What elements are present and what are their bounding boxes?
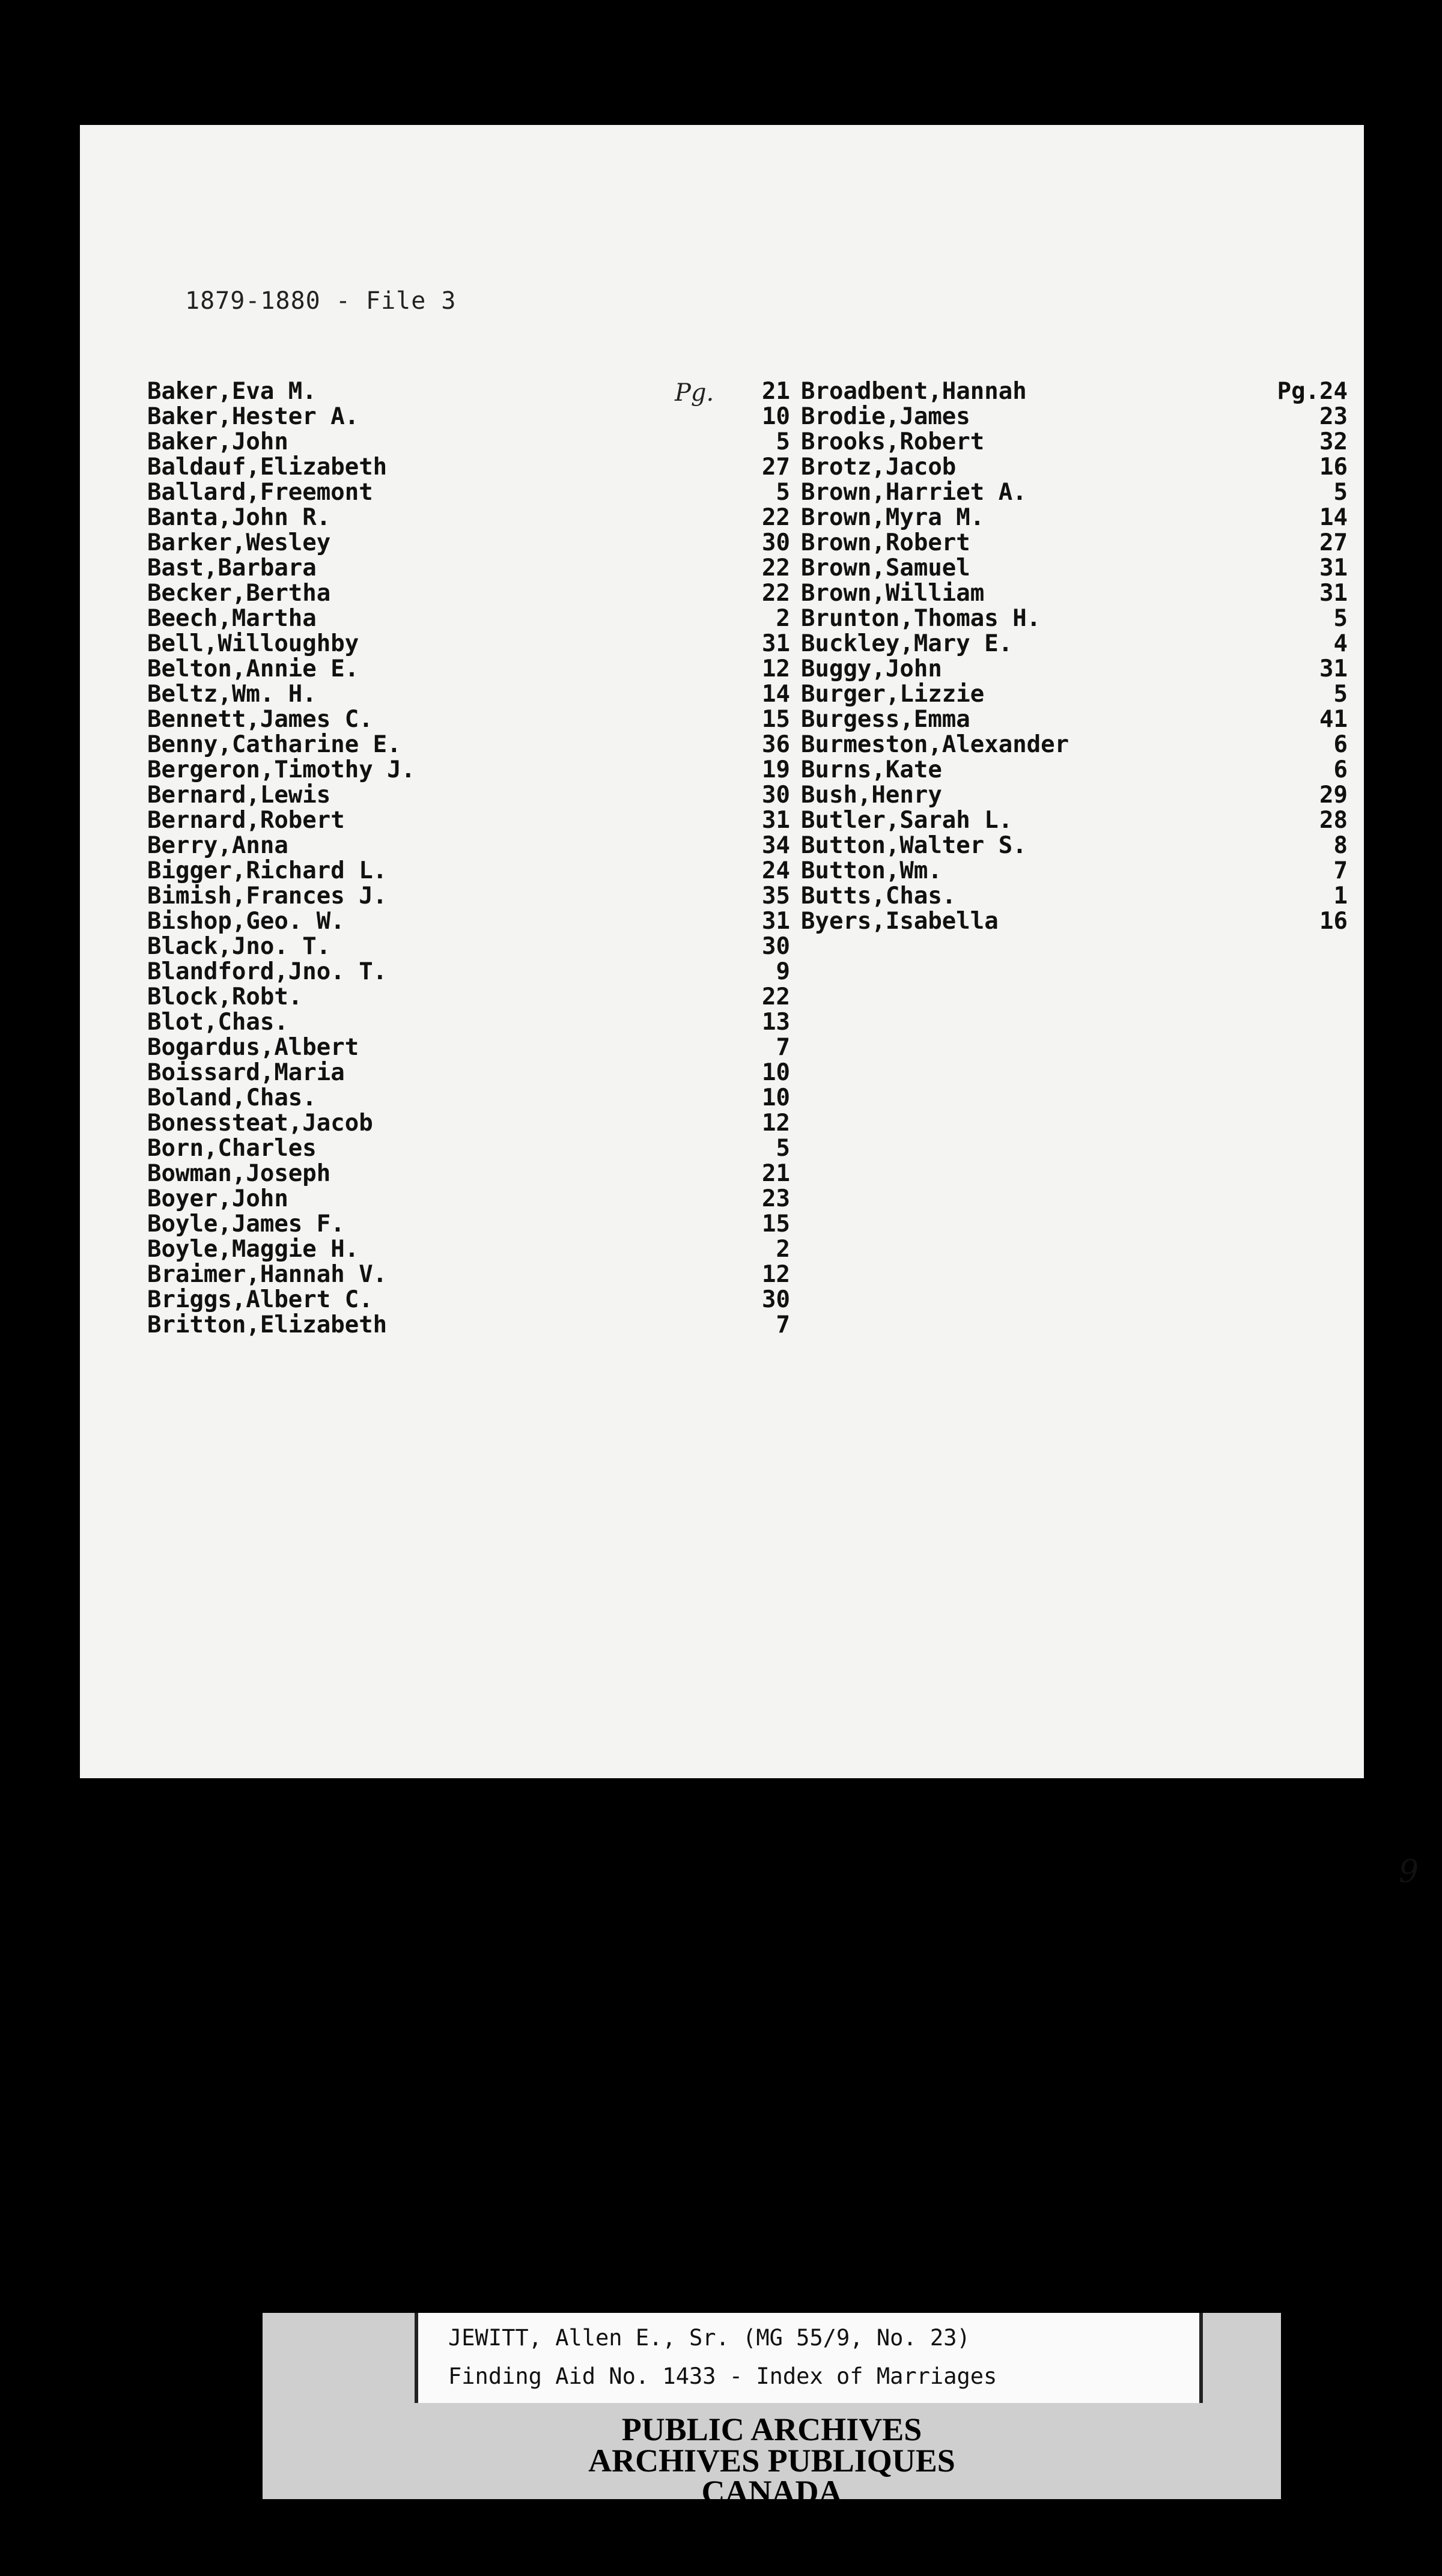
- entry-name: Beech,Martha: [147, 605, 317, 632]
- entry-name: Bogardus,Albert: [147, 1034, 359, 1061]
- entry-page: 36: [762, 731, 790, 758]
- entry-page: 1: [1333, 882, 1348, 910]
- entry-page: 22: [762, 983, 790, 1010]
- entry-name: Baker,Eva M.: [147, 378, 317, 405]
- entry-name: Bishop,Geo. W.: [147, 908, 345, 935]
- entry-page: 30: [762, 1286, 790, 1313]
- entry-name: Broadbent,Hannah: [801, 378, 1027, 405]
- index-entry: [801, 631, 1348, 657]
- right-index-column: [801, 379, 1348, 934]
- index-entry: [801, 657, 1348, 682]
- index-entry: [147, 959, 790, 985]
- entry-name: Benny,Catharine E.: [147, 731, 401, 758]
- archives-stamp: [263, 2403, 1281, 2510]
- entry-page: 8: [1333, 832, 1348, 859]
- entry-page: 13: [762, 1009, 790, 1036]
- entry-page: 10: [762, 1059, 790, 1086]
- entry-name: Boyle,James F.: [147, 1211, 345, 1238]
- entry-page: 12: [762, 1110, 790, 1137]
- entry-name: Banta,John R.: [147, 504, 331, 531]
- entry-name: Bast,Barbara: [147, 554, 317, 582]
- entry-name: Becker,Bertha: [147, 580, 331, 607]
- entry-name: Baldauf,Elizabeth: [147, 454, 388, 481]
- entry-page: 31: [1319, 655, 1348, 682]
- entry-name: Belton,Annie E.: [147, 655, 359, 682]
- index-entry: [801, 833, 1348, 858]
- entry-page: 31: [762, 630, 790, 657]
- entry-name: Brown,Samuel: [801, 554, 970, 582]
- file-header: 1879-1880 - File 3: [185, 287, 457, 315]
- index-entry: [801, 732, 1348, 758]
- index-entry: [801, 480, 1348, 505]
- entry-page: 29: [1319, 782, 1348, 809]
- entry-name: Berry,Anna: [147, 832, 288, 859]
- index-entry: [147, 430, 790, 455]
- entry-page: 10: [762, 1084, 790, 1111]
- index-entry: [147, 379, 790, 404]
- entry-name: Brown,Harriet A.: [801, 479, 1027, 506]
- index-entry: [147, 707, 790, 732]
- index-entry: [147, 530, 790, 556]
- index-entry: [801, 707, 1348, 732]
- index-entry: [147, 758, 790, 783]
- index-entry: [801, 682, 1348, 707]
- entry-name: Blandford,Jno. T.: [147, 958, 388, 985]
- entry-page: 22: [762, 580, 790, 607]
- entry-name: Baker,John: [147, 428, 288, 455]
- entry-name: Bonessteat,Jacob: [147, 1110, 373, 1137]
- entry-page: 23: [762, 1185, 790, 1212]
- left-index-column: [147, 379, 790, 1338]
- index-entry: [147, 1287, 790, 1313]
- index-entry: [147, 1313, 790, 1338]
- entry-page: 9: [776, 958, 790, 985]
- index-entry: [801, 430, 1348, 455]
- index-entry: [147, 1060, 790, 1086]
- index-entry: [147, 833, 790, 858]
- index-entry: [147, 404, 790, 430]
- entry-name: Boland,Chas.: [147, 1084, 317, 1111]
- index-entry: [801, 505, 1348, 530]
- entry-name: Butts,Chas.: [801, 882, 957, 910]
- entry-page: 21: [762, 1160, 790, 1187]
- entry-page: 30: [762, 529, 790, 556]
- entry-name: Brotz,Jacob: [801, 454, 957, 481]
- entry-page: 5: [1333, 605, 1348, 632]
- entry-name: Barker,Wesley: [147, 529, 331, 556]
- entry-name: Bennett,James C.: [147, 706, 373, 733]
- entry-name: Bergeron,Timothy J.: [147, 756, 416, 783]
- index-entry: [147, 909, 790, 934]
- entry-name: Bell,Willoughby: [147, 630, 359, 657]
- index-entry: [801, 758, 1348, 783]
- entry-name: Burgess,Emma: [801, 706, 970, 733]
- index-entry: [801, 556, 1348, 581]
- entry-page: 31: [762, 908, 790, 935]
- entry-name: Brown,William: [801, 580, 985, 607]
- entry-name: Bigger,Richard L.: [147, 857, 388, 884]
- handwritten-pg-label: Pg.: [675, 379, 714, 407]
- entry-name: Bimish,Frances J.: [147, 882, 388, 910]
- entry-name: Burger,Lizzie: [801, 681, 985, 708]
- finding-aid-card: [415, 2313, 1203, 2403]
- entry-page: 12: [762, 655, 790, 682]
- index-entry: [147, 556, 790, 581]
- entry-name: Burmeston,Alexander: [801, 731, 1069, 758]
- entry-name: Brooks,Robert: [801, 428, 985, 455]
- entry-page: 19: [762, 756, 790, 783]
- index-entry: [801, 606, 1348, 631]
- entry-name: Butler,Sarah L.: [801, 807, 1013, 834]
- archive-label-area: [263, 2313, 1281, 2510]
- entry-page: 16: [1319, 908, 1348, 935]
- entry-name: Bowman,Joseph: [147, 1160, 331, 1187]
- entry-page: 22: [762, 554, 790, 582]
- entry-name: Boyer,John: [147, 1185, 288, 1212]
- index-entry: [147, 1035, 790, 1060]
- entry-name: Bernard,Lewis: [147, 782, 331, 809]
- entry-name: Black,Jno. T.: [147, 933, 331, 960]
- index-entry: [801, 455, 1348, 480]
- entry-page: 5: [1333, 479, 1348, 506]
- entry-page: 6: [1333, 756, 1348, 783]
- index-entry: [147, 934, 790, 959]
- index-entry: [147, 1186, 790, 1212]
- entry-name: Born,Charles: [147, 1135, 317, 1162]
- index-entry: [801, 530, 1348, 556]
- entry-page: 14: [1319, 504, 1348, 531]
- entry-page: 15: [762, 1211, 790, 1238]
- index-entry: [147, 505, 790, 530]
- document-page: [80, 125, 1419, 1890]
- index-entry: [147, 606, 790, 631]
- entry-name: Braimer,Hannah V.: [147, 1261, 388, 1288]
- index-entry: [147, 1111, 790, 1136]
- entry-name: Byers,Isabella: [801, 908, 999, 935]
- entry-page: 30: [762, 933, 790, 960]
- entry-page: 5: [776, 1135, 790, 1162]
- entry-page: 14: [762, 681, 790, 708]
- entry-page: 41: [1319, 706, 1348, 733]
- index-entry: [147, 1212, 790, 1237]
- index-entry: [147, 783, 790, 808]
- index-entry: [801, 858, 1348, 884]
- index-entry: [147, 455, 790, 480]
- entry-page: 2: [776, 1236, 790, 1263]
- entry-page: 10: [762, 403, 790, 430]
- entry-page: 21: [762, 378, 790, 405]
- index-entry: [147, 884, 790, 909]
- entry-page: 34: [762, 832, 790, 859]
- entry-name: Boyle,Maggie H.: [147, 1236, 359, 1263]
- entry-name: Brown,Robert: [801, 529, 970, 556]
- stamp-line-3: CANADA: [701, 2474, 842, 2510]
- entry-name: Button,Wm.: [801, 857, 942, 884]
- index-entry: [801, 909, 1348, 934]
- entry-page: Pg.24: [1277, 378, 1348, 405]
- entry-page: 23: [1319, 403, 1348, 430]
- entry-page: 7: [776, 1034, 790, 1061]
- entry-page: 5: [776, 479, 790, 506]
- entry-name: Block,Robt.: [147, 983, 303, 1010]
- index-entry: [801, 884, 1348, 909]
- index-entry: [147, 1237, 790, 1262]
- card-line-1: JEWITT, Allen E., Sr. (MG 55/9, No. 23): [448, 2325, 970, 2351]
- index-entry: [147, 1262, 790, 1287]
- entry-page: 4: [1333, 630, 1348, 657]
- index-entry: [147, 1086, 790, 1111]
- index-entry: [147, 1010, 790, 1035]
- entry-name: Britton,Elizabeth: [147, 1311, 388, 1338]
- entry-page: 6: [1333, 731, 1348, 758]
- entry-page: 31: [1319, 580, 1348, 607]
- index-entry: [147, 858, 790, 884]
- index-entry: [801, 808, 1348, 833]
- index-entry: [801, 783, 1348, 808]
- index-entry: [147, 657, 790, 682]
- stamp-line-2: ARCHIVES PUBLIQUES: [588, 2443, 955, 2479]
- entry-name: Buckley,Mary E.: [801, 630, 1013, 657]
- entry-page: 35: [762, 882, 790, 910]
- entry-name: Buggy,John: [801, 655, 942, 682]
- entry-name: Burns,Kate: [801, 756, 942, 783]
- sheet-number: 9: [1399, 1854, 1419, 1890]
- index-entry: [147, 1136, 790, 1161]
- index-entry: [801, 581, 1348, 606]
- index-entry: [147, 808, 790, 833]
- index-entry: [147, 480, 790, 505]
- entry-page: 15: [762, 706, 790, 733]
- entry-name: Bernard,Robert: [147, 807, 345, 834]
- card-line-2: Finding Aid No. 1433 - Index of Marriages: [448, 2363, 997, 2389]
- index-entry: [801, 379, 1348, 404]
- entry-name: Brodie,James: [801, 403, 970, 430]
- entry-page: 30: [762, 782, 790, 809]
- entry-page: 5: [776, 428, 790, 455]
- index-entry: [147, 682, 790, 707]
- stamp-line-1: PUBLIC ARCHIVES: [621, 2411, 922, 2447]
- entry-page: 12: [762, 1261, 790, 1288]
- entry-page: 27: [1319, 529, 1348, 556]
- entry-page: 7: [776, 1311, 790, 1338]
- entry-name: Boissard,Maria: [147, 1059, 345, 1086]
- entry-name: Baker,Hester A.: [147, 403, 359, 430]
- entry-name: Brunton,Thomas H.: [801, 605, 1041, 632]
- entry-page: 22: [762, 504, 790, 531]
- index-entry: [147, 985, 790, 1010]
- entry-name: Beltz,Wm. H.: [147, 681, 317, 708]
- entry-page: 27: [762, 454, 790, 481]
- entry-page: 28: [1319, 807, 1348, 834]
- index-entry: [147, 581, 790, 606]
- entry-page: 24: [762, 857, 790, 884]
- entry-name: Bush,Henry: [801, 782, 942, 809]
- index-entry: [801, 404, 1348, 430]
- entry-page: 7: [1333, 857, 1348, 884]
- entry-name: Brown,Myra M.: [801, 504, 985, 531]
- entry-page: 16: [1319, 454, 1348, 481]
- index-entry: [147, 732, 790, 758]
- entry-name: Button,Walter S.: [801, 832, 1027, 859]
- entry-page: 5: [1333, 681, 1348, 708]
- entry-name: Briggs,Albert C.: [147, 1286, 373, 1313]
- entry-name: Blot,Chas.: [147, 1009, 288, 1036]
- entry-page: 31: [1319, 554, 1348, 582]
- entry-page: 32: [1319, 428, 1348, 455]
- index-entry: [147, 631, 790, 657]
- entry-page: 2: [776, 605, 790, 632]
- entry-name: Ballard,Freemont: [147, 479, 373, 506]
- index-entry: [147, 1161, 790, 1186]
- entry-page: 31: [762, 807, 790, 834]
